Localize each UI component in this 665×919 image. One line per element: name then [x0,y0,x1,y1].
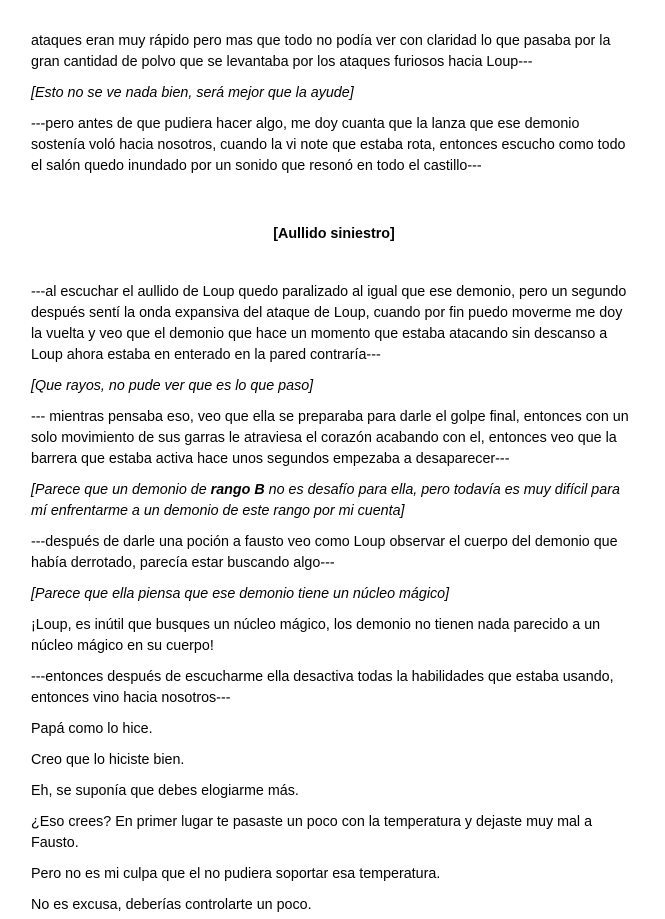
paragraph-7-text-end: no es desafío para ella, pero todavía es muy difícil para mí enfrentarme a un demonio de este rango por mi cuenta] [31,482,620,519]
paragraph-1: ataques eran muy rápido pero mas que todo no podía ver con claridad lo que pasaba por la gran cantidad de polvo que se levantaba por los ataques furiosos hacia Loup--- [31,33,611,70]
paragraph-10-dialogue: ¡Loup, es inútil que busques un núcleo mágico, los demonio no tienen nada parecido a un núcleo mágico en su cuerpo! [31,617,601,654]
paragraph-16-dialogue: Pero no es mi culpa que el no pudiera soportar esa temperatura. [31,866,441,882]
paragraph-17-dialogue: No es excusa, deberías controlarte un poco. [31,897,312,913]
paragraph-3: ---pero antes de que pudiera hacer algo, me doy cuanta que la lanza que ese demonio sostenía voló hacia nosotros, cuando la vi note que estaba rota, entonces escucho como todo el salón quedo inundado por un sonido que resonó en todo el castillo--- [31,116,626,174]
paragraph-5-thought: [Que rayos, no pude ver que es lo que paso] [31,378,314,394]
rank-label: rango B [210,482,265,498]
paragraph-8: ---después de darle una poción a fausto veo como Loup observar el cuerpo del demonio que había derrotado, parecía estar buscando algo--- [31,534,618,571]
paragraph-9-thought: [Parece que ella piensa que ese demonio tiene un núcleo mágico] [31,586,450,602]
paragraph-13-dialogue: Creo que lo hiciste bien. [31,752,185,768]
paragraph-2-thought: [Esto no se ve nada bien, será mejor que la ayude] [31,85,354,101]
paragraph-7-text-start: [Parece que un demonio de [31,482,211,498]
paragraph-15-dialogue: ¿Eso crees? En primer lugar te pasaste un poco con la temperatura y dejaste muy mal a Fausto. [31,814,593,851]
paragraph-11: ---entonces después de escucharme ella desactiva todas la habilidades que estaba usando, entonces vino hacia nosotros--- [31,669,614,706]
paragraph-14-dialogue: Eh, se suponía que debes elogiarme más. [31,783,299,799]
section-heading: [Aullido siniestro] [273,226,395,242]
paragraph-12-dialogue: Papá como lo hice. [31,721,153,737]
paragraph-7-thought [31,480,637,522]
spacer-before-heading [31,187,637,224]
paragraph-4: ---al escuchar el aullido de Loup quedo paralizado al igual que ese demonio, pero un segundo después sentí la onda expansiva del ataque de Loup, cuando por fin puedo moverme me doy la vuelta y veo que el demonio que hace un momento que estaba atacando sin descanso a Loup ahora estaba en enterado en la pared contraría--- [31,284,627,363]
paragraph-6: --- mientras pensaba eso, veo que ella se preparaba para darle el golpe final, entonces con un solo movimiento de sus garras le atraviesa el corazón acabando con el, entonces veo que la barrera que estaba activa hace unos segundos empezaba a desaparecer--- [31,409,629,467]
spacer-after-heading [31,245,637,282]
